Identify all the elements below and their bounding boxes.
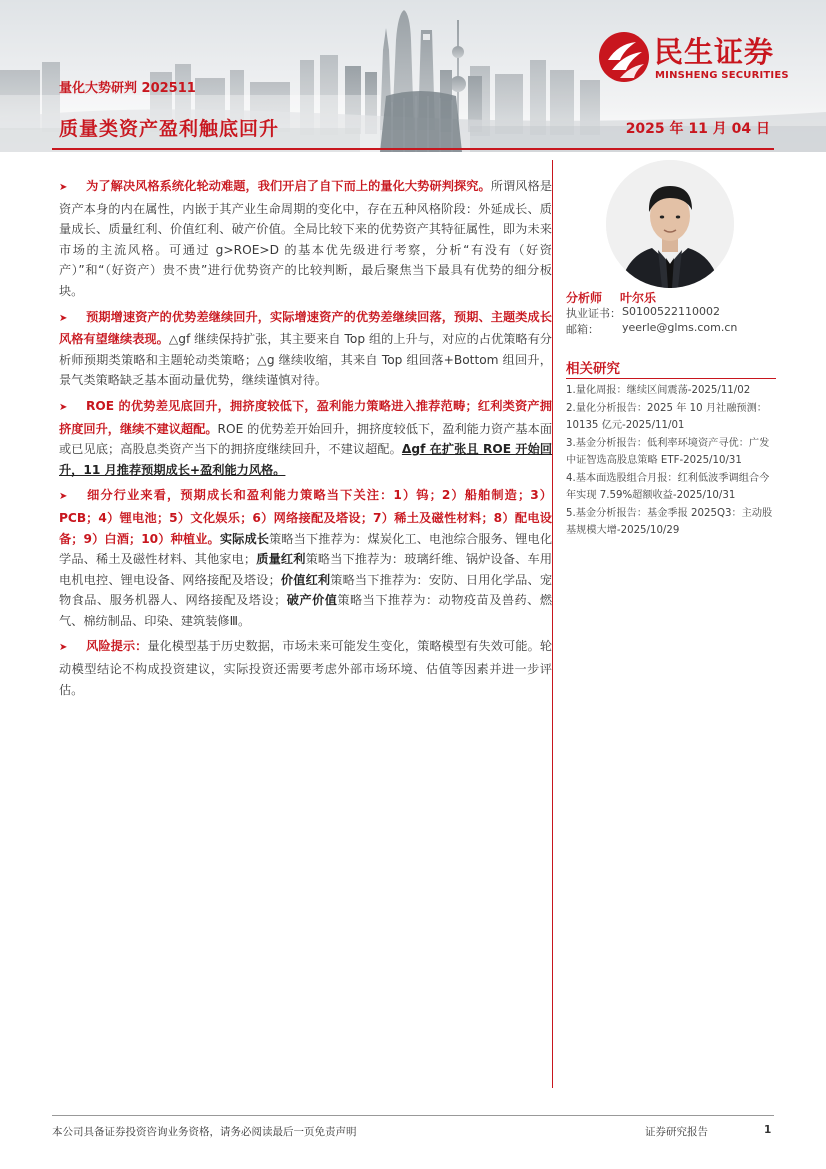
style-keyword: 破产价值: [286, 593, 338, 608]
related-item[interactable]: 5.基金分析报告：基金季报 2025Q3：主动股基规模大增-2025/10/29: [566, 507, 773, 536]
column-divider: [552, 160, 553, 1088]
related-item[interactable]: 2.量化分析报告：2025 年 10 月社融预测：10135 亿元-2025/11/01: [566, 402, 767, 431]
logo-chinese-name: 民生证券: [654, 35, 775, 69]
analyst-name: 叶尔乐: [620, 291, 657, 305]
style-recommendation: 策略当下推荐为：安防、日用化学品、宠物食品、服务机器人、网络接配及塔设；: [59, 572, 553, 608]
analyst-email-row: [566, 321, 738, 337]
page-number: 1: [764, 1124, 772, 1136]
logo-mark-icon: [598, 30, 650, 84]
logo-english-name: MINSHENG SECURITIES: [655, 70, 789, 81]
arrow-bullet-icon: ➤: [59, 642, 68, 654]
minsheng-logo: [598, 28, 808, 88]
arrow-bullet-icon: ➤: [59, 401, 68, 413]
analyst-avatar-icon: [606, 160, 734, 288]
analyst-role: 分析师: [566, 291, 603, 305]
related-item[interactable]: 1.量化周报：继续区间震荡-2025/11/02: [566, 385, 751, 396]
summary-paragraph-1: [52, 176, 552, 302]
arrow-bullet-icon: ➤: [59, 182, 68, 193]
summary-paragraph-3: [52, 396, 552, 480]
para-lead: ROE 的优势差见底回升，拥挤度较低下，盈利能力策略进入推荐范畴；红利类资产拥挤度回升，继续不建议超配。: [59, 398, 552, 436]
footer-disclaimer: 本公司具备证券投资咨询业务资格，请务必阅读最后一页免责声明: [52, 1126, 357, 1138]
para-body: △gf 继续保持扩张，其主要来自 Top 组的上升与，对应的占优策略有分析师预期类策略和主题轮动类策略；△g 继续收缩，其来自 Top 组回落+Bottom 组回升，景气类策略缺乏基本面动量优势，继续谨慎对待。: [59, 332, 552, 388]
risk-label: 风险提示：: [86, 639, 148, 654]
arrow-bullet-icon: ➤: [59, 312, 68, 324]
analyst-photo: [606, 160, 734, 288]
para-body: ROE 的优势差开始回升，拥挤度较低下，盈利能力资产基本面或已见底；高股息类资产当下的拥挤度继续回升，不建议超配。: [59, 421, 553, 457]
related-divider: [566, 378, 776, 379]
risk-warning-paragraph: [52, 636, 552, 700]
email-link[interactable]: yeerle@glms.com.cn: [622, 321, 738, 334]
cert-label: 执业证书：: [566, 307, 621, 320]
summary-paragraph-2: [52, 307, 552, 391]
risk-body: 量化模型基于历史数据，市场未来可能发生变化，策略模型有失效可能。轮动模型结论不构成投资建议，实际投资还需要考虑外部市场环境、估值等因素并进一步评估。: [59, 639, 553, 697]
para-conclusion: Δgf 在扩张且 ROE 开始回升，11 月推荐预期成长+盈利能力风格。: [59, 442, 553, 477]
related-item[interactable]: 4.基本面选股组合月报：红利低波季调组合今年实现 7.59%超额收益-2025/10/31: [566, 472, 770, 501]
email-label: 邮箱：: [566, 323, 599, 336]
related-item[interactable]: 3.基金分析报告：低利率环境资产寻优：广发中证智选高股息策略 ETF-2025/10/31: [566, 437, 770, 466]
header-banner: [0, 0, 826, 152]
footer-report-type: 证券研究报告: [645, 1126, 708, 1138]
style-recommendation: 策略当下推荐为：动物疫苗及兽药、燃气、棉纺制品、印染、建筑装修Ⅲ。: [59, 593, 553, 628]
style-keyword: 实际成长: [219, 531, 270, 546]
summary-column: [52, 176, 552, 705]
related-research-list: [566, 382, 776, 540]
analyst-cert-row: [566, 305, 720, 321]
para-lead: 为了解决风格系统化轮动难题，我们开启了自下而上的量化大势研判探究。: [86, 179, 491, 193]
para-body: 所谓风格是资产本身的内在属性，内嵌于其产业生命周期的变化中，存在五种风格阶段：外延成长、质量成长、质量红利、价值红利、破产价值。全局比较下来的优势资产其特征属性，即为未来市场的主流风格。可通过 g>ROE>D 的基本优先级进行考察，分析“有没有（好资产）”和“（好资产）贵不贵”进行优势资产的比较判断，最后聚焦当下最具有优势的细分板块。: [59, 179, 553, 298]
report-title: 质量类资产盈利触底回升: [59, 118, 280, 140]
para-lead: 细分行业来看，预期成长和盈利能力策略当下关注：1）钨；2）船舶制造；3）PCB；4）锂电池；5）文化娱乐；6）网络接配及塔设；7）稀土及磁性材料；8）配电设备；9）白酒；10）种植业。: [59, 488, 552, 546]
style-recommendation: 策略当下推荐为：玻璃纤维、锅炉设备、车用电机电控、锂电设备、网络接配及塔设；: [59, 552, 553, 587]
style-recommendation: 策略当下推荐为：煤炭化工、电池综合服务、锂电化学品、稀土及磁性材料、其他家电；: [59, 531, 553, 567]
summary-paragraph-4: [52, 485, 552, 631]
analyst-heading: [566, 289, 656, 306]
report-series: 量化大势研判 202511: [59, 81, 196, 96]
footer-divider: [52, 1115, 774, 1116]
report-date: 2025 年 11 月 04 日: [625, 121, 770, 137]
style-keyword: 质量红利: [256, 552, 306, 567]
cert-number: S0100522110002: [622, 305, 720, 318]
header-divider: [52, 148, 774, 150]
para-lead: 预期增速资产的优势差继续回升，实际增速资产的优势差继续回落，预期、主题类成长风格有望继续表现。: [59, 309, 552, 347]
related-research-heading: 相关研究: [566, 361, 620, 377]
arrow-bullet-icon: ➤: [59, 491, 68, 503]
style-keyword: 价值红利: [280, 572, 331, 587]
